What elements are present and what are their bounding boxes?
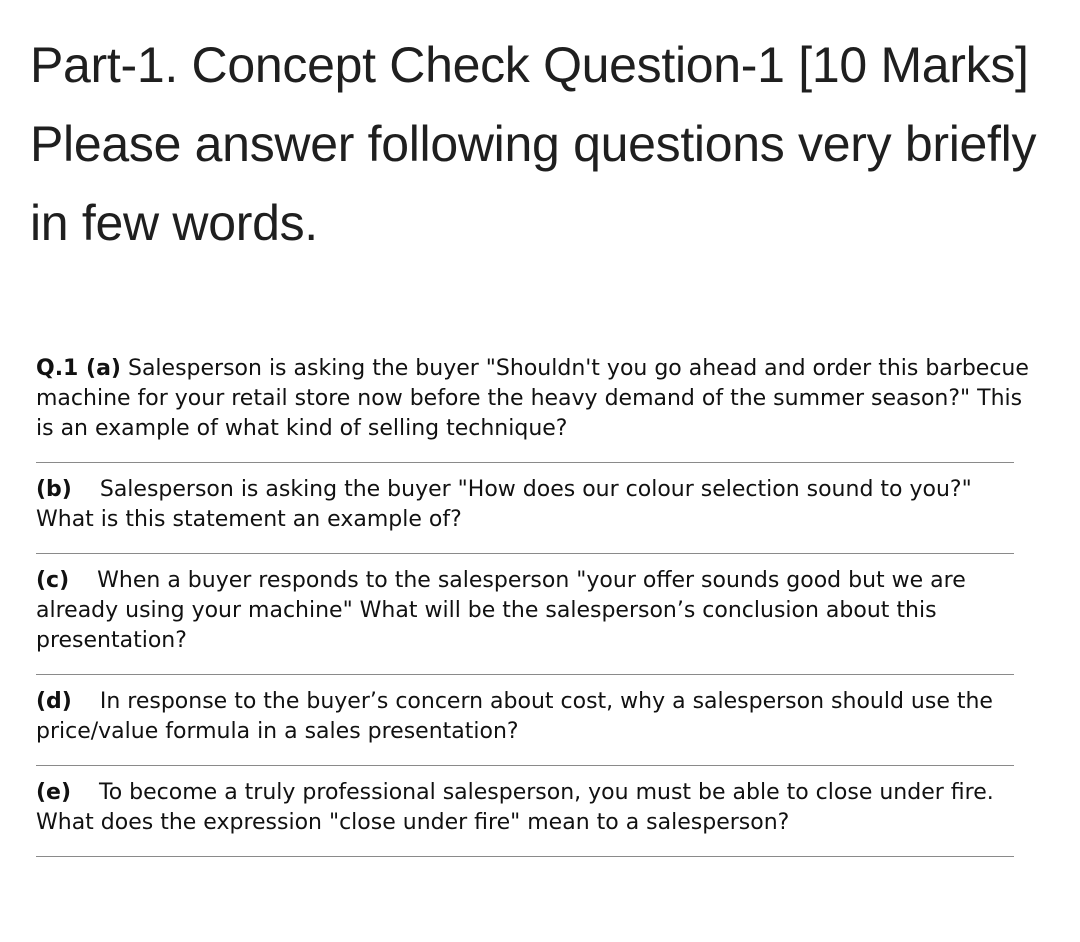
question-a [36,354,1036,463]
question-text: In response to the buyer’s concern about cost, why a salesperson should use the price/value formula in a sales presentation? [36,689,993,744]
question-text: When a buyer responds to the salesperson "your offer sounds good but we are already using your machine" What will be the salesperson’s conclusion about this presentation? [36,568,966,653]
answer-line-c[interactable] [36,674,1014,675]
answer-line-b[interactable] [36,553,1014,554]
question-text: Salesperson is asking the buyer "How does our colour selection sound to you?" What is this statement an example of? [36,477,972,532]
answer-line-a[interactable] [36,462,1014,463]
question-c [36,566,1036,675]
answer-line-e[interactable] [36,856,1014,857]
question-label: (b) [36,477,72,502]
question-list [36,354,1036,869]
question-label: Q.1 (a) [36,356,121,381]
question-label: (d) [36,689,72,714]
answer-line-d[interactable] [36,765,1014,766]
question-label: (c) [36,568,70,593]
question-label: (e) [36,780,72,805]
page-title: Part-1. Concept Check Question-1 [10 Marks] Please answer following questions very briefly in few words. [30,37,1037,251]
question-d [36,687,1036,766]
question-text: Salesperson is asking the buyer "Shouldn't you go ahead and order this barbecue machine for your retail store now before the heavy demand of the summer season?" This is an example of what kind of selling technique? [36,356,1029,441]
question-b [36,475,1036,554]
question-e [36,778,1036,857]
question-text: To become a truly professional salesperson, you must be able to close under fire. What does the expression "close under fire" mean to a salesperson? [36,780,994,835]
